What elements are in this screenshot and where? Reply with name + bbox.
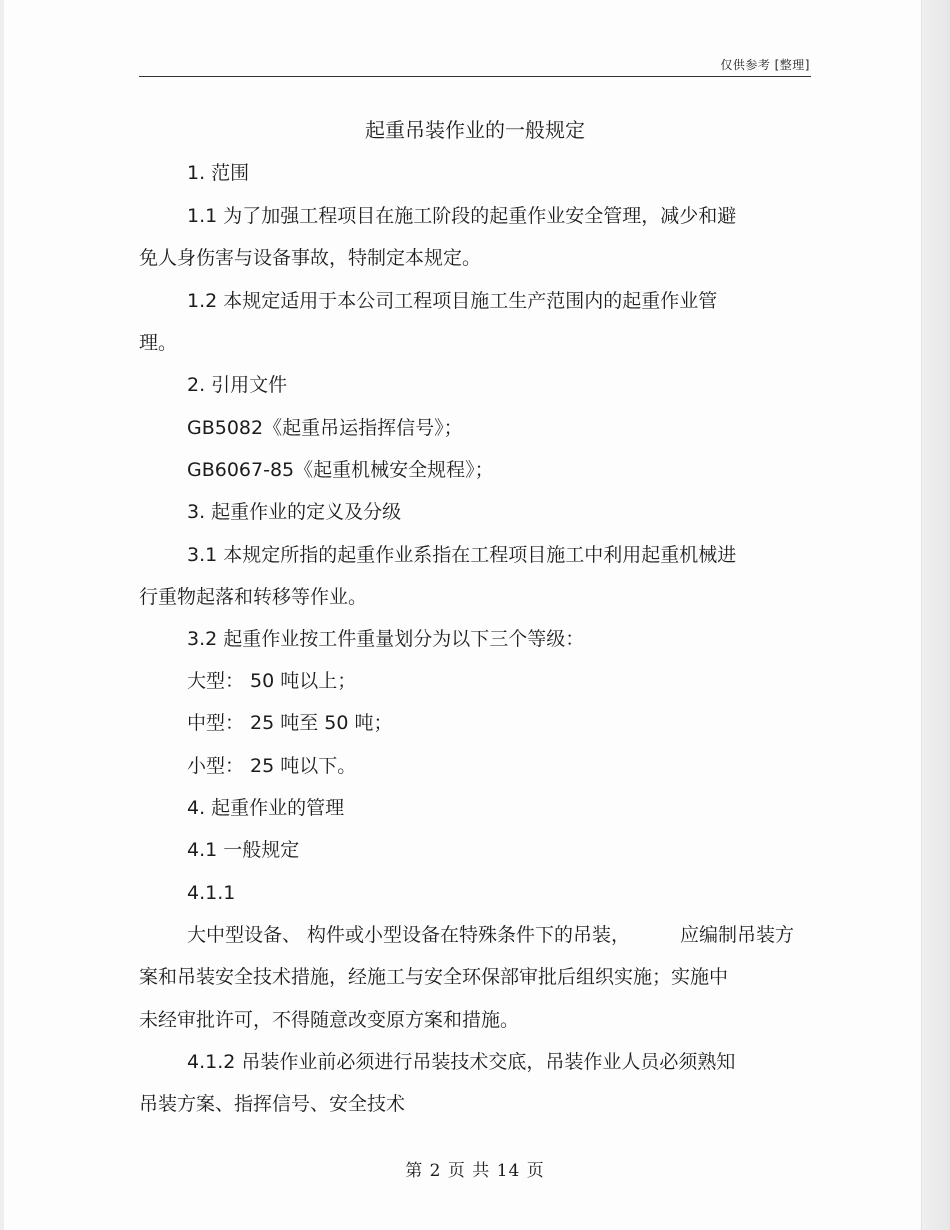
subsection-heading: 4.1 一般规定 [187,839,300,861]
paragraph-line: 理。 [139,332,178,354]
page-left-edge [0,0,4,1230]
paragraph-line: 3.1 本规定所指的起重作业系指在工程项目施工中利用起重机械进 [187,544,737,566]
grade-item: 大型： 50 吨以上； [187,670,357,692]
paragraph-line: 大中型设备、 构件或小型设备在特殊条件下的吊装， [187,924,631,946]
reference-item: GB5082《起重吊运指挥信号》； [187,417,463,439]
document-title: 起重吊装作业的一般规定 [365,118,585,142]
clause-number: 4.1.1 [187,882,236,904]
paragraph-line: 1.1 为了加强工程项目在施工阶段的起重作业安全管理，减少和避 [187,205,737,227]
header-rule [139,76,811,77]
paragraph-line-tail: 应编制吊装方 [680,924,795,946]
grade-item: 中型： 25 吨至 50 吨； [187,712,393,734]
paragraph-line: 吊装方案、指挥信号、安全技术 [139,1093,406,1115]
paragraph-line: 案和吊装安全技术措施，经施工与安全环保部审批后组织实施；实施中 [139,966,729,988]
page-right-edge [921,0,950,1230]
grade-item: 小型： 25 吨以下。 [187,755,357,777]
section-heading-2: 2. 引用文件 [187,374,288,396]
header-note: 仅供参考 [整理] [720,58,810,72]
paragraph-line: 行重物起落和转移等作业。 [139,586,368,608]
paragraph-line: 3.2 起重作业按工件重量划分为以下三个等级： [187,628,585,650]
paragraph-line: 1.2 本规定适用于本公司工程项目施工生产范围内的起重作业管 [187,290,718,312]
section-heading-4: 4. 起重作业的管理 [187,797,345,819]
section-heading-1: 1. 范围 [187,162,250,184]
paragraph-line: 未经审批许可，不得随意改变原方案和措施。 [139,1009,520,1031]
paragraph-line: 4.1.2 吊装作业前必须进行吊装技术交底，吊装作业人员必须熟知 [187,1051,736,1073]
reference-item: GB6067-85《起重机械安全规程》； [187,459,494,481]
section-heading-3: 3. 起重作业的定义及分级 [187,501,402,523]
paragraph-line: 免人身伤害与设备事故，特制定本规定。 [139,247,482,269]
page-number-footer: 第 2 页 共 14 页 [405,1161,545,1181]
